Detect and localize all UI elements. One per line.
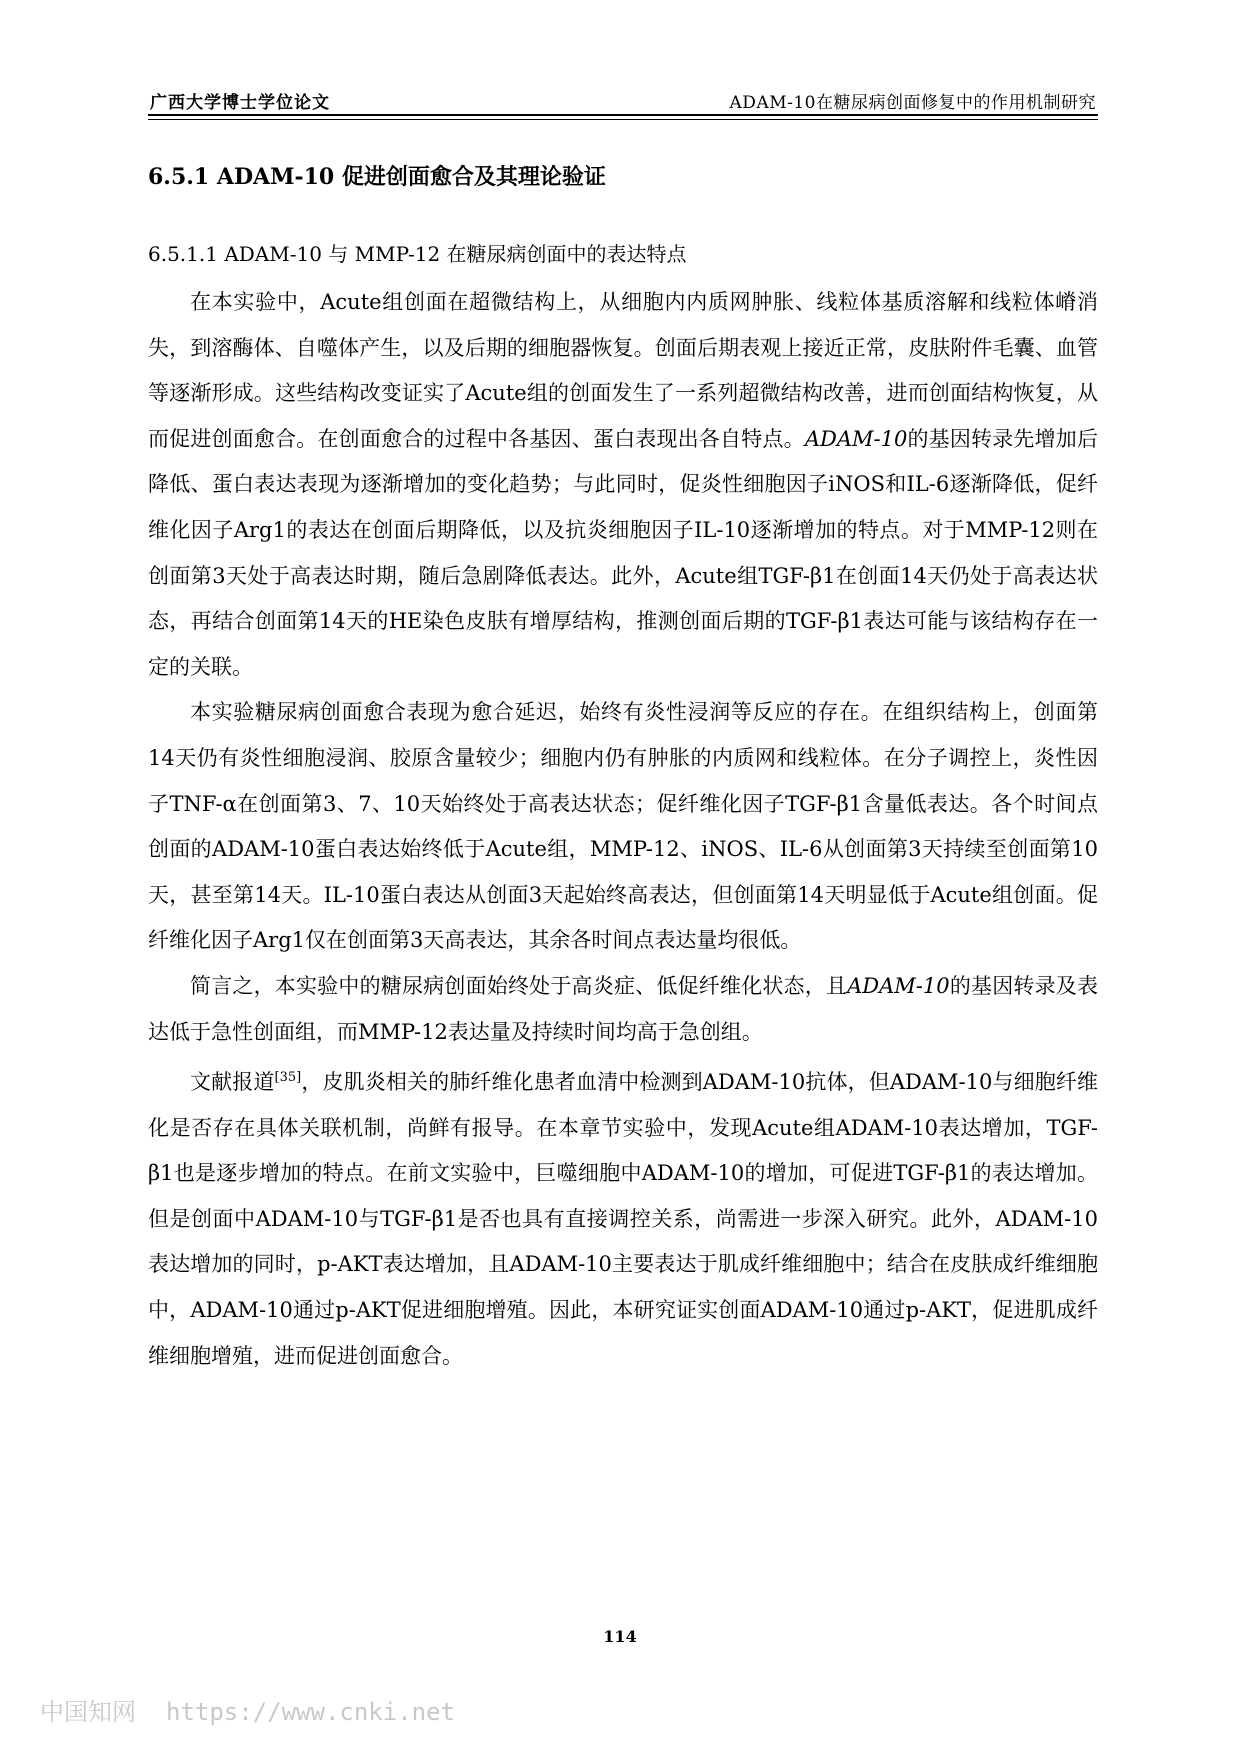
paragraph-text: 在本实验中，Acute组创面在超微结构上，从细胞内内质网肿胀、线粒体基质溶解和线粒体嵴消失，到溶酶体、自噬体产生，以及后期的细胞器恢复。创面后期表观上接近正常，皮肤附件毛囊、血管等逐渐形成。这些结构改变证实了Acute组的创面发生了一系列超微结构改善，进而创面结构恢复，从而促进创面愈合。在创面愈合的过程中各基因、蛋白表现出各自特点。 [148,290,1098,451]
paragraph-text: ，皮肌炎相关的肺纤维化患者血清中检测到ADAM-10抗体，但ADAM-10与细胞纤维化是否存在具体关联机制，尚鲜有报导。在本章节实验中，发现Acute组ADAM-10表达增加，TGF-β1也是逐步增加的特点。在前文实验中，巨噬细胞中ADAM-10的增加，可促进TGF-β1的表达增加。但是创面中ADAM-10与TGF-β1是否也具有直接调控关系，尚需进一步深入研究。此外，ADAM-10表达增加的同时，p-AKT表达增加，且ADAM-10主要表达于肌成纤维细胞中；结合在皮肤成纤维细胞中，ADAM-10通过p-AKT促进细胞增殖。因此，本研究证实创面ADAM-10通过p-AKT，促进肌成纤维细胞增殖，进而促进创面愈合。 [148,1070,1098,1368]
paragraph-text: 简言之，本实验中的糖尿病创面始终处于高炎症、低促纤维化状态，且 [190,973,848,998]
gene-name: ADAM-10 [804,426,908,451]
subsection-title: 6.5.1.1 ADAM-10 与 MMP-12 在糖尿病创面中的表达特点 [148,242,687,266]
body-text [148,280,1098,1379]
watermark-logo: 中国知网 [40,1698,136,1726]
citation: [35] [274,1070,302,1086]
paragraph-text: 本实验糖尿病创面愈合表现为愈合延迟，始终有炎性浸润等反应的存在。在组织结构上，创面第14天仍有炎性细胞浸润、胶原含量较少；细胞内仍有肿胀的内质网和线粒体。在分子调控上，炎性因子TNF-α在创面第3、7、10天始终处于高表达状态；促纤维化因子TGF-β1含量低表达。各个时间点创面的ADAM-10蛋白表达始终低于Acute组，MMP-12、iNOS、IL-6从创面第3天持续至创面第10天，甚至第14天。IL-10蛋白表达从创面3天起始终高表达，但创面第14天明显低于Acute组创面。促纤维化因子Arg1仅在创面第3天高表达，其余各时间点表达量均很低。 [148,700,1098,953]
page-number: 114 [603,1627,637,1646]
watermark [40,1692,455,1727]
section-title: 6.5.1 ADAM-10 促进创面愈合及其理论验证 [148,164,606,190]
paragraph [148,690,1098,964]
watermark-url: https://www.cnki.net [166,1698,455,1726]
gene-name: ADAM-10 [847,973,950,998]
paragraph [148,280,1098,690]
page-header [148,86,1098,116]
paragraph-text: 的基因转录先增加后降低、蛋白表达表现为逐渐增加的变化趋势；与此同时，促炎性细胞因子iNOS和IL-6逐渐降低，促纤维化因子Arg1的表达在创面后期降低，以及抗炎细胞因子IL-10逐渐增加的特点。对于MMP-12则在创面第3天处于高表达时期，随后急剧降低表达。此外，Acute组TGF-β1在创面14天仍处于高表达状态，再结合创面第14天的HE染色皮肤有增厚结构，推测创面后期的TGF-β1表达可能与该结构存在一定的关联。 [148,426,1098,679]
header-thesis-label: 广西大学博士学位论文 [150,93,330,113]
header-thesis-title: ADAM-10在糖尿病创面修复中的作用机制研究 [729,93,1096,113]
paragraph-text: 的基因转录及表达低于急性创面组，而MMP-12表达量及持续时间均高于急创组。 [148,973,1099,1044]
paragraph-text: 文献报道 [190,1070,275,1095]
paragraph [148,964,1098,1055]
paragraph [148,1055,1098,1379]
